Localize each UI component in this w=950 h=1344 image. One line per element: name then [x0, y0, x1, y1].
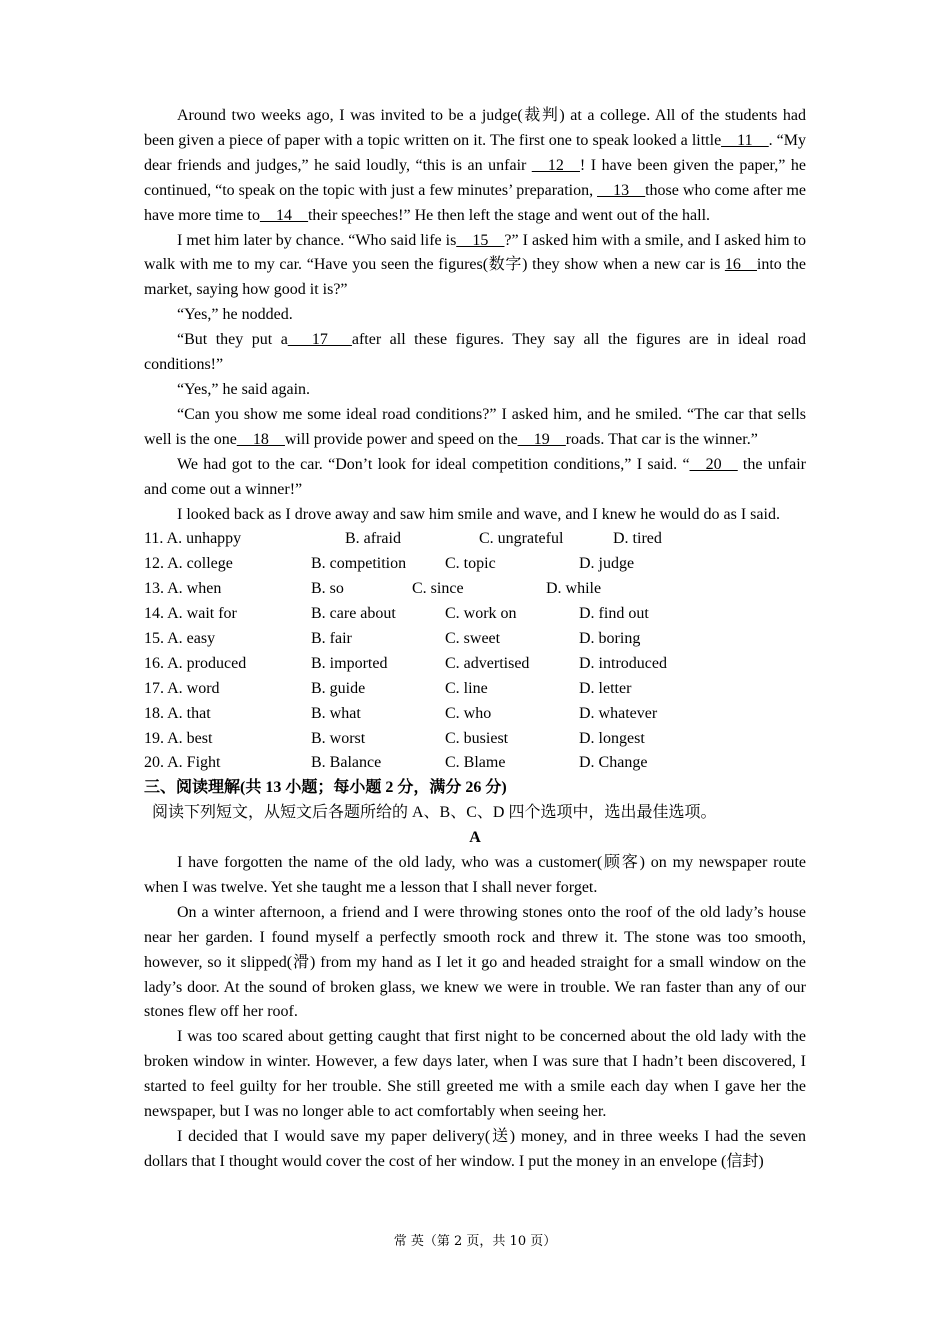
- blank-15: __15__: [456, 231, 505, 249]
- blank-13: __13__: [597, 181, 646, 199]
- blank-19: __19__: [517, 430, 566, 448]
- blank-16: 16__: [724, 256, 757, 274]
- option-row-11: 11. A. unhappy B. afraid C. ungrateful D. tired: [144, 530, 662, 548]
- reading-paragraph-2: On a winter afternoon, a friend and I were throwing stones onto the roof of the old lady’s house near her garden. I found myself a perfectly smooth rock and threw it. The stone was too smooth, however, so it slipped(滑) from my hand as I let it go and headed straight for a small window on the lady’s door. At the sound of broken glass, we knew we were in trouble. We ran faster than any of our stones flew off her roof.: [144, 903, 806, 1021]
- options-list: [144, 527, 806, 776]
- cloze-paragraph-3: “Yes,” he nodded.: [177, 306, 293, 324]
- option-row-16: 16. A. produced B. imported C. advertised D. introduced: [144, 654, 667, 672]
- cloze-paragraph-5: “Yes,” he said again.: [177, 380, 311, 398]
- cloze-paragraph-4: “But they put a___17___after all these figures. They say all the figures are in ideal road conditions!”: [144, 331, 807, 374]
- passage-label: A: [469, 829, 481, 847]
- section-instruction: 阅读下列短文，从短文后各题所给的 A、B、C、D 四个选项中，选出最佳选项。: [152, 804, 717, 822]
- cloze-paragraph-6: “Can you show me some ideal road conditions?” I asked him, and he smiled. “The car that sells well is the one__18__will provide power and speed on the__19__roads. That car is the winner.”: [144, 405, 806, 448]
- reading-paragraph-4: I decided that I would save my paper delivery(送) money, and in three weeks I had the seven dollars that I thought would cover the cost of her window. I put the money in an envelope (信封): [144, 1127, 806, 1170]
- blank-17: ___17___: [287, 331, 352, 349]
- blank-18: __18__: [236, 430, 285, 448]
- section-title: 三、阅读理解(共 13 小题；每小题 2 分，满分 26 分): [144, 779, 507, 797]
- option-row-15: 15. A. easy B. fair C. sweet D. boring: [144, 629, 641, 647]
- blank-14: __14__: [259, 206, 308, 224]
- blank-11: __11__: [721, 131, 769, 149]
- reading-paragraph-1: I have forgotten the name of the old lady, who was a customer(顾客) on my newspaper route when I was twelve. Yet she taught me a lesson that I shall never forget.: [144, 853, 806, 896]
- exam-page: [144, 104, 806, 1175]
- blank-12: __12__: [531, 156, 580, 174]
- option-row-18: 18. A. that B. what C. who D. whatever: [144, 704, 658, 722]
- reading-paragraph-3: I was too scared about getting caught that first night to be concerned about the old lady with the broken window in winter. However, a few days later, when I was sure that I hadn’t been discovered, I started to feel guilty for her trouble. She still greeted me with a smile each day when I gave her the newspaper, but I was no longer able to act comfortably when seeing her.: [144, 1028, 806, 1121]
- option-row-19: 19. A. best B. worst C. busiest D. longest: [144, 729, 645, 747]
- option-row-17: 17. A. word B. guide C. line D. letter: [144, 679, 632, 697]
- option-row-14: 14. A. wait for B. care about C. work on D. find out: [144, 605, 649, 623]
- cloze-paragraph-7: We had got to the car. “Don’t look for ideal competition conditions,” I said. “__20__ the unfair and come out a winner!”: [144, 455, 807, 498]
- option-row-12: 12. A. college B. competition C. topic D. judge: [144, 555, 635, 573]
- option-row-20: 20. A. Fight B. Balance C. Blame D. Change: [144, 754, 648, 772]
- blank-20: __20__: [689, 455, 738, 473]
- page-footer: 常 英（第 2 页，共 10 页）: [393, 1234, 557, 1249]
- option-row-13: 13. A. when B. so C. since D. while: [144, 580, 602, 598]
- cloze-paragraph-8: I looked back as I drove away and saw him smile and wave, and I knew he would do as I said.: [177, 505, 780, 523]
- cloze-paragraph-1: Around two weeks ago, I was invited to be a judge(裁判) at a college. All of the students had been given a piece of paper with a topic written on it. The first one to speak looked a little__11__. “My dear friends and judges,” he said loudly, “this is an unfair __12__! I have been given the paper,” he continued, “to speak on the topic with just a few minutes’ preparation, __13__those who come after me have more time to__14__their speeches!” He then left the stage and went out of the hall.: [144, 107, 807, 224]
- cloze-paragraph-2: I met him later by chance. “Who said life is__15__?” I asked him with a smile, and I asked him to walk with me to my car. “Have you seen the figures(数字) they show when a new car is 16__into the market, saying how good it is?”: [144, 231, 806, 299]
